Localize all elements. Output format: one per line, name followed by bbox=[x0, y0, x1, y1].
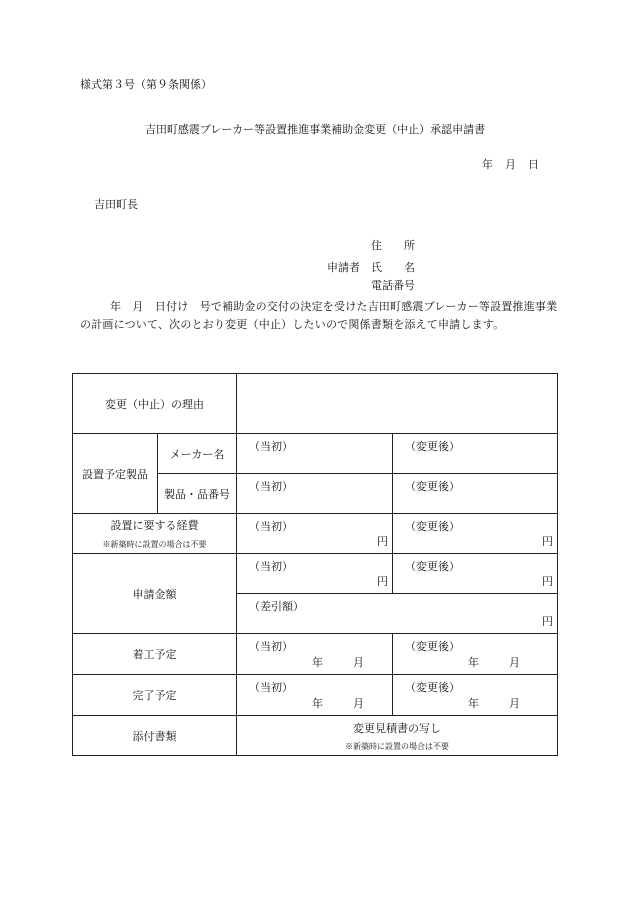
year-label: 年 bbox=[312, 656, 323, 669]
complete-changed[interactable] bbox=[393, 675, 558, 716]
maker-changed[interactable] bbox=[393, 434, 558, 474]
cost-label-cell bbox=[73, 514, 237, 554]
cost-row bbox=[73, 514, 558, 554]
changed-label: （変更後） bbox=[405, 440, 460, 453]
month-label: 月 bbox=[509, 697, 520, 710]
cost-changed[interactable] bbox=[393, 514, 558, 554]
original-label: （当初） bbox=[249, 440, 293, 453]
yen-unit: 円 bbox=[377, 575, 388, 588]
application-table bbox=[72, 373, 558, 756]
attachment-row bbox=[73, 716, 558, 756]
applicant-label: 申請者 bbox=[327, 261, 360, 274]
model-changed[interactable] bbox=[393, 474, 558, 514]
month-label: 月 bbox=[509, 656, 520, 669]
yen-unit: 円 bbox=[542, 575, 553, 588]
start-original[interactable] bbox=[237, 634, 393, 675]
original-label: （当初） bbox=[249, 640, 293, 653]
model-label: 製品・品番号 bbox=[158, 474, 237, 514]
complete-label: 完了予定 bbox=[73, 675, 237, 716]
maker-original[interactable] bbox=[237, 434, 393, 474]
cost-note: ※新築時に設置の場合は不要 bbox=[102, 540, 207, 549]
date-month: 月 bbox=[505, 158, 516, 171]
date-line bbox=[482, 156, 539, 172]
body-paragraph: 年 月 日付け 号で補助金の交付の決定を受けた吉田町感震ブレーカー等設置推進事業の計画について、次のとおり変更（中止）したいので関係書類を添えて申請します。 bbox=[80, 300, 558, 331]
cost-original[interactable] bbox=[237, 514, 393, 554]
document-title: 吉田町感震ブレーカー等設置推進事業補助金変更（中止）承認申請書 bbox=[144, 123, 486, 136]
changed-label: （変更後） bbox=[405, 480, 460, 493]
difference-cell[interactable] bbox=[237, 594, 558, 634]
yen-unit: 円 bbox=[377, 535, 388, 548]
attachment-label: 添付書類 bbox=[73, 716, 237, 756]
month-label: 月 bbox=[353, 697, 364, 710]
date-year: 年 bbox=[482, 158, 493, 171]
maker-label: メーカー名 bbox=[158, 434, 237, 474]
reason-input[interactable] bbox=[237, 374, 558, 434]
apply-original[interactable] bbox=[237, 554, 393, 594]
year-label: 年 bbox=[468, 697, 479, 710]
apply-changed[interactable] bbox=[393, 554, 558, 594]
phone-label: 電話番号 bbox=[371, 279, 415, 292]
attachment-cell bbox=[237, 716, 558, 756]
year-label: 年 bbox=[468, 656, 479, 669]
original-label: （当初） bbox=[249, 681, 293, 694]
year-month bbox=[468, 654, 520, 670]
apply-amount-label: 申請金額 bbox=[73, 554, 237, 634]
yen-unit: 円 bbox=[542, 615, 553, 628]
start-label: 着工予定 bbox=[73, 634, 237, 675]
year-month bbox=[312, 695, 364, 711]
complete-original[interactable] bbox=[237, 675, 393, 716]
year-month bbox=[468, 695, 520, 711]
reason-row bbox=[73, 374, 558, 434]
addressee: 吉田町長 bbox=[94, 198, 138, 211]
start-row bbox=[73, 634, 558, 675]
maker-row bbox=[73, 434, 558, 474]
attachment-note: ※新築時に設置の場合は不要 bbox=[345, 741, 449, 751]
name-label: 氏 名 bbox=[371, 261, 415, 274]
changed-label: （変更後） bbox=[405, 560, 460, 573]
cost-label: 設置に要する経費 bbox=[110, 519, 199, 532]
changed-label: （変更後） bbox=[405, 520, 460, 533]
date-day: 日 bbox=[528, 158, 539, 171]
original-label: （当初） bbox=[249, 520, 293, 533]
changed-label: （変更後） bbox=[405, 681, 460, 694]
yen-unit: 円 bbox=[542, 535, 553, 548]
year-label: 年 bbox=[312, 697, 323, 710]
address-label: 住 所 bbox=[371, 239, 415, 252]
original-label: （当初） bbox=[249, 480, 293, 493]
attachment-value: 変更見積書の写し bbox=[353, 721, 441, 735]
product-group-label: 設置予定製品 bbox=[73, 434, 158, 514]
original-label: （当初） bbox=[249, 560, 293, 573]
apply-amount-row bbox=[73, 554, 558, 594]
year-month bbox=[312, 654, 364, 670]
complete-row bbox=[73, 675, 558, 716]
month-label: 月 bbox=[353, 656, 364, 669]
form-number: 様式第３号（第９条関係） bbox=[80, 78, 212, 91]
reason-label: 変更（中止）の理由 bbox=[73, 374, 237, 434]
changed-label: （変更後） bbox=[405, 640, 460, 653]
difference-label: （差引額） bbox=[249, 600, 304, 613]
model-original[interactable] bbox=[237, 474, 393, 514]
start-changed[interactable] bbox=[393, 634, 558, 675]
